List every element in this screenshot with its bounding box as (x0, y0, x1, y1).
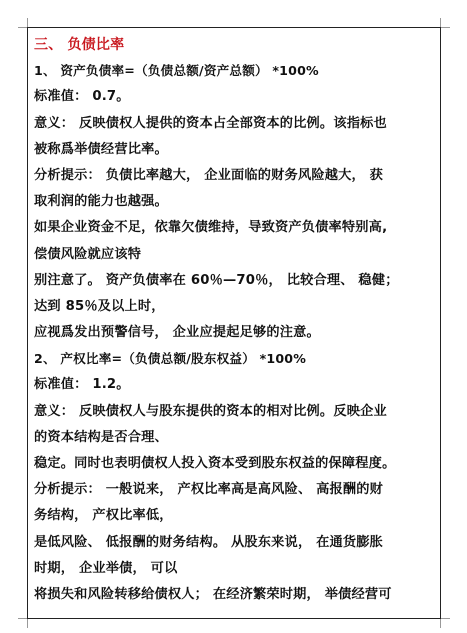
text-line: 取利润的能力也越强。 (34, 194, 168, 210)
text-line: 分析提示： 负债比率越大， 企业面临的财务风险越大， 获 (34, 167, 384, 183)
text-line: 达到 85％及以上时， (34, 298, 165, 314)
text-line: 的资本结构是否合理、 (34, 429, 168, 445)
text-line: 偿债风险就应该特 (34, 246, 142, 262)
text-line: 被称爲举债经营比率。 (34, 141, 168, 157)
text-line: 分析提示： 一般说来， 产权比率高是高风险、 高报酬的财 (34, 482, 384, 498)
text-line: 务结构， 产权比率低， (34, 508, 173, 524)
text-line: 稳定。同时也表明债权人投入资本受到股东权益的保障程度。 (34, 456, 396, 471)
text-line: 意义： 反映债权人与股东提供的资本的相对比例。反映企业 (34, 403, 387, 419)
text-line: 别注意了。 资产负债率在 60％—70％， 比较合理、 稳健； (34, 272, 399, 288)
text-line: 将损失和风险转移给债权人； 在经济繁荣时期， 举债经营可 (34, 586, 392, 602)
page-corner-mark (440, 18, 450, 28)
formula-line: 1、 资产负债率=（负债总额/资产总额） *100% (34, 63, 319, 79)
text-line: 时期， 企业举债， 可以 (34, 560, 178, 576)
section-heading: 三、 负债比率 (34, 37, 125, 53)
page-corner-mark (440, 618, 450, 628)
page-corner-mark (18, 618, 28, 628)
text-line: 意义： 反映债权人提供的资本占全部资本的比例。该指标也 (34, 115, 387, 131)
formula-line: 2、 产权比率=（负债总额/股东权益） *100% (34, 351, 307, 367)
text-line: 应视爲发出预警信号， 企业应提起足够的注意。 (34, 325, 320, 341)
text-line: 标准值： 1.2。 (34, 377, 130, 393)
text-line: 标准值： 0.7。 (34, 89, 130, 105)
document-frame (27, 27, 441, 619)
text-line: 如果企业资金不足，依靠欠债维持，导致资产负债率特别高, (34, 220, 388, 236)
document-body (34, 32, 436, 608)
text-line: 是低风险、 低报酬的财务结构。 从股东来说， 在通货膨胀 (34, 534, 384, 550)
